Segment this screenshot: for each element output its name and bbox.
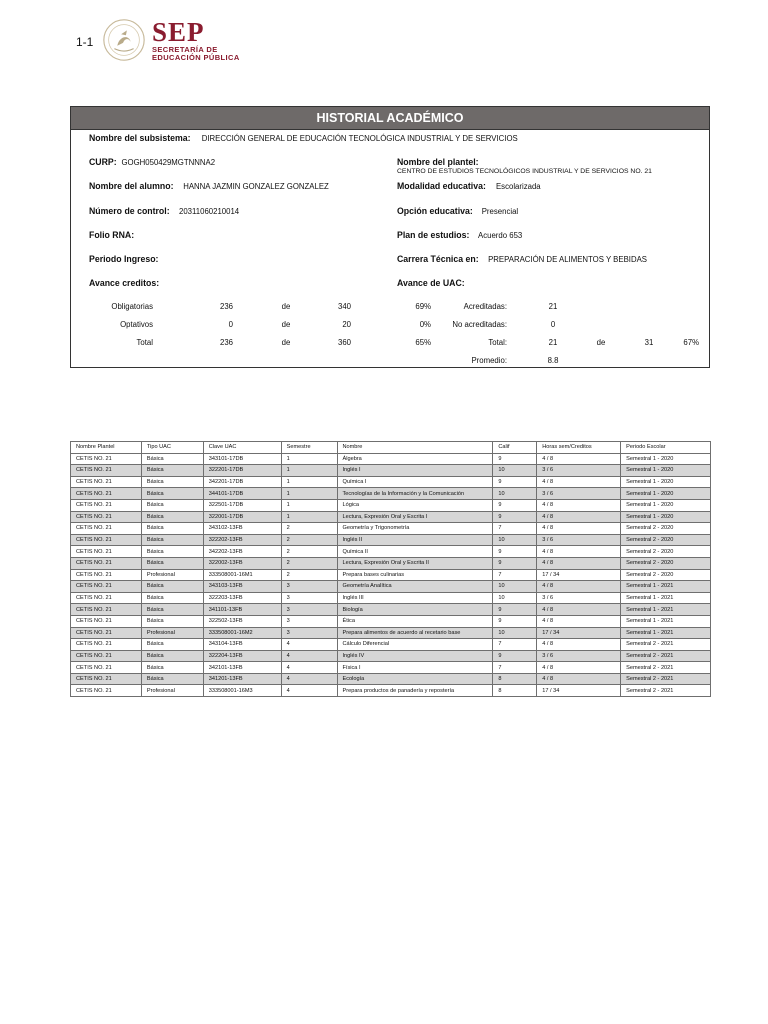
col-periodo-cell: Semestral 1 - 2021 [621,581,711,593]
obligatorias-total: 340 [337,302,351,311]
uac-total-value: 21 [548,338,558,347]
col-clave-uac-cell: 344101-17DB [203,488,281,500]
col-calif-cell: 9 [493,511,537,523]
col-nombre-cell: Prepara bases culinarias [337,569,493,581]
col-clave-uac-cell: 343101-17DB [203,453,281,465]
table-row [71,465,711,477]
col-periodo-header: Periodo Escolar [621,442,711,454]
col-periodo-cell: Semestral 2 - 2021 [621,662,711,674]
col-plantel-cell: CETIS NO. 21 [71,534,142,546]
col-periodo-cell: Semestral 1 - 2021 [621,592,711,604]
table-row [71,604,711,616]
optativos-total: 20 [342,320,351,329]
col-semestre-cell: 1 [281,465,337,477]
col-horas-creditos-cell: 3 / 6 [537,465,621,477]
col-semestre-cell: 2 [281,534,337,546]
control-field: Número de control: 20311060210014 [89,206,240,217]
col-semestre-header: Semestre [281,442,337,454]
col-tipo-uac-cell: Básica [141,511,203,523]
col-horas-creditos-header: Horas sem/Creditos [537,442,621,454]
col-clave-uac-cell: 322201-17DB [203,465,281,477]
plantel-value: CENTRO DE ESTUDIOS TECNOLÓGICOS INDUSTRIAL Y DE SERVICIOS NO. 21 [397,168,652,175]
plantel-field: Nombre del plantel: [397,157,479,168]
plan-field: Plan de estudios: Acuerdo 653 [397,230,523,241]
col-tipo-uac-cell: Básica [141,673,203,685]
periodo-field: Periodo Ingreso: [89,254,159,265]
col-periodo-cell: Semestral 1 - 2021 [621,627,711,639]
col-semestre-cell: 1 [281,511,337,523]
table-row [71,523,711,535]
col-horas-creditos-cell: 4 / 8 [537,453,621,465]
col-semestre-cell: 3 [281,615,337,627]
col-semestre-cell: 4 [281,639,337,651]
col-nombre-cell: Geometría Analítica [337,581,493,593]
col-nombre-cell: Química I [337,476,493,488]
col-semestre-cell: 1 [281,499,337,511]
no-acreditadas-label: No acreditadas: [452,320,507,329]
col-tipo-uac-cell: Básica [141,488,203,500]
col-plantel-cell: CETIS NO. 21 [71,627,142,639]
col-nombre-cell: Lectura, Expresión Oral y Escrita II [337,557,493,569]
historial-title: HISTORIAL ACADÉMICO [71,107,709,130]
col-calif-cell: 9 [493,476,537,488]
col-nombre-cell: Inglés IV [337,650,493,662]
col-plantel-cell: CETIS NO. 21 [71,592,142,604]
col-semestre-cell: 1 [281,476,337,488]
col-periodo-cell: Semestral 1 - 2021 [621,604,711,616]
total-creditos-label: Total [136,338,153,347]
col-horas-creditos-cell: 4 / 8 [537,581,621,593]
col-horas-creditos-cell: 4 / 8 [537,557,621,569]
col-tipo-uac-cell: Profesional [141,627,203,639]
col-semestre-cell: 2 [281,557,337,569]
table-row [71,627,711,639]
col-horas-creditos-cell: 3 / 6 [537,592,621,604]
col-tipo-uac-cell: Básica [141,476,203,488]
col-plantel-cell: CETIS NO. 21 [71,465,142,477]
total-creditos-pct: 65% [415,338,431,347]
col-plantel-cell: CETIS NO. 21 [71,511,142,523]
col-clave-uac-cell: 333508001-16M3 [203,685,281,697]
col-horas-creditos-cell: 4 / 8 [537,523,621,535]
table-row [71,511,711,523]
col-plantel-cell: CETIS NO. 21 [71,453,142,465]
table-row [71,546,711,558]
col-plantel-cell: CETIS NO. 21 [71,685,142,697]
col-tipo-uac-cell: Básica [141,650,203,662]
col-calif-cell: 9 [493,546,537,558]
col-periodo-cell: Semestral 2 - 2020 [621,557,711,569]
col-horas-creditos-cell: 17 / 34 [537,569,621,581]
col-calif-cell: 9 [493,615,537,627]
col-tipo-uac-cell: Básica [141,615,203,627]
obligatorias-pct: 69% [415,302,431,311]
historial-academico-box [70,106,710,368]
col-horas-creditos-cell: 3 / 6 [537,534,621,546]
col-semestre-cell: 3 [281,627,337,639]
promedio-label: Promedio: [471,356,507,365]
col-clave-uac-cell: 342101-13FB [203,662,281,674]
table-row [71,488,711,500]
col-calif-cell: 7 [493,569,537,581]
optativos-de: de [281,320,291,329]
col-clave-uac-cell: 322202-13FB [203,534,281,546]
col-calif-cell: 9 [493,604,537,616]
uac-total-pct: 67% [683,338,699,347]
col-periodo-cell: Semestral 1 - 2020 [621,465,711,477]
col-calif-cell: 8 [493,673,537,685]
col-nombre-cell: Tecnologías de la Información y la Comunicación [337,488,493,500]
col-nombre-cell: Inglés III [337,592,493,604]
col-periodo-cell: Semestral 2 - 2021 [621,650,711,662]
col-nombre-cell: Química II [337,546,493,558]
col-semestre-cell: 3 [281,604,337,616]
table-row [71,650,711,662]
col-plantel-cell: CETIS NO. 21 [71,499,142,511]
col-tipo-uac-cell: Profesional [141,685,203,697]
col-nombre-cell: Geometría y Trigonometría [337,523,493,535]
optativos-label: Optativos [120,320,153,329]
col-calif-cell: 9 [493,650,537,662]
uac-total-label: Total: [488,338,507,347]
alumno-field: Nombre del alumno: HANNA JAZMIN GONZALEZ GONZALEZ [89,181,329,192]
grades-header-row [71,442,711,454]
col-horas-creditos-cell: 4 / 8 [537,511,621,523]
curp-field: CURP: GOGH050429MGTNNNA2 [89,157,216,168]
col-plantel-cell: CETIS NO. 21 [71,673,142,685]
col-semestre-cell: 3 [281,592,337,604]
col-semestre-cell: 2 [281,569,337,581]
col-periodo-cell: Semestral 2 - 2020 [621,546,711,558]
table-row [71,534,711,546]
table-row [71,557,711,569]
col-clave-uac-cell: 322203-13FB [203,592,281,604]
col-plantel-cell: CETIS NO. 21 [71,639,142,651]
obligatorias-de: de [281,302,291,311]
col-semestre-cell: 4 [281,685,337,697]
table-row [71,662,711,674]
table-row [71,499,711,511]
col-plantel-cell: CETIS NO. 21 [71,488,142,500]
no-acreditadas-value: 0 [550,320,556,329]
col-tipo-uac-cell: Básica [141,604,203,616]
optativos-pct: 0% [419,320,431,329]
col-calif-cell: 10 [493,534,537,546]
col-plantel-cell: CETIS NO. 21 [71,650,142,662]
col-periodo-cell: Semestral 2 - 2020 [621,523,711,535]
col-plantel-cell: CETIS NO. 21 [71,581,142,593]
col-nombre-cell: Lectura, Expresión Oral y Escrita I [337,511,493,523]
col-periodo-cell: Semestral 2 - 2020 [621,534,711,546]
col-tipo-uac-cell: Básica [141,453,203,465]
col-nombre-cell: Inglés I [337,465,493,477]
col-calif-cell: 8 [493,685,537,697]
col-tipo-uac-cell: Básica [141,523,203,535]
col-tipo-uac-cell: Básica [141,581,203,593]
col-clave-uac-cell: 322002-13FB [203,557,281,569]
col-horas-creditos-cell: 4 / 8 [537,615,621,627]
col-calif-cell: 9 [493,557,537,569]
col-periodo-cell: Semestral 1 - 2020 [621,488,711,500]
table-row [71,673,711,685]
col-tipo-uac-cell: Básica [141,662,203,674]
table-row [71,453,711,465]
col-nombre-cell: Física I [337,662,493,674]
col-periodo-cell: Semestral 1 - 2020 [621,511,711,523]
col-horas-creditos-cell: 4 / 8 [537,546,621,558]
col-periodo-cell: Semestral 2 - 2021 [621,685,711,697]
col-clave-uac-cell: 333508001-16M2 [203,627,281,639]
col-horas-creditos-cell: 4 / 8 [537,476,621,488]
sep-subtitle: SECRETARÍA DE EDUCACIÓN PÚBLICA [152,45,240,62]
col-semestre-cell: 3 [281,581,337,593]
subsistema-field: Nombre del subsistema: DIRECCIÓN GENERAL DE EDUCACIÓN TECNOLÓGICA INDUSTRIAL Y DE SERVICIOS [89,133,518,144]
col-tipo-uac-header: Tipo UAC [141,442,203,454]
total-creditos-value: 236 [219,338,233,347]
col-semestre-cell: 4 [281,650,337,662]
table-row [71,592,711,604]
optativos-value: 0 [228,320,233,329]
col-tipo-uac-cell: Básica [141,557,203,569]
col-calif-cell: 7 [493,639,537,651]
col-horas-creditos-cell: 3 / 6 [537,650,621,662]
col-tipo-uac-cell: Profesional [141,569,203,581]
carrera-field: Carrera Técnica en: PREPARACIÓN DE ALIMENTOS Y BEBIDAS [397,254,647,265]
col-calif-cell: 10 [493,465,537,477]
col-plantel-cell: CETIS NO. 21 [71,604,142,616]
total-creditos-de: de [281,338,291,347]
col-periodo-cell: Semestral 1 - 2020 [621,499,711,511]
col-nombre-cell: Biología [337,604,493,616]
col-nombre-cell: Ética [337,615,493,627]
col-calif-cell: 7 [493,662,537,674]
col-clave-uac-cell: 333508001-16M1 [203,569,281,581]
col-clave-uac-cell: 343103-13FB [203,581,281,593]
obligatorias-label: Obligatorias [111,302,153,311]
mexico-coat-of-arms-icon [100,16,148,64]
col-horas-creditos-cell: 4 / 8 [537,639,621,651]
col-plantel-cell: CETIS NO. 21 [71,476,142,488]
col-clave-uac-cell: 341101-13FB [203,604,281,616]
col-nombre-cell: Álgebra [337,453,493,465]
acreditadas-label: Acreditadas: [463,302,507,311]
col-clave-uac-cell: 341201-13FB [203,673,281,685]
col-plantel-header: Nombre Plantel [71,442,142,454]
col-clave-uac-cell: 322001-17DB [203,511,281,523]
col-calif-cell: 10 [493,627,537,639]
col-plantel-cell: CETIS NO. 21 [71,615,142,627]
table-row [71,476,711,488]
col-calif-cell: 10 [493,592,537,604]
avance-creditos-label: Avance creditos: [89,278,160,289]
col-periodo-cell: Semestral 1 - 2020 [621,453,711,465]
obligatorias-value: 236 [219,302,233,311]
table-row [71,569,711,581]
grades-table [70,441,711,697]
col-calif-cell: 7 [493,523,537,535]
total-creditos-total: 360 [337,338,351,347]
col-tipo-uac-cell: Básica [141,639,203,651]
col-periodo-cell: Semestral 2 - 2020 [621,569,711,581]
col-plantel-cell: CETIS NO. 21 [71,569,142,581]
col-plantel-cell: CETIS NO. 21 [71,546,142,558]
col-calif-header: Calif [493,442,537,454]
folio-field: Folio RNA: [89,230,135,241]
col-clave-uac-cell: 343102-13FB [203,523,281,535]
col-nombre-cell: Ecología [337,673,493,685]
uac-total-de: de [596,338,606,347]
col-nombre-cell: Inglés II [337,534,493,546]
col-horas-creditos-cell: 4 / 8 [537,604,621,616]
table-row [71,685,711,697]
uac-total-of: 31 [644,338,654,347]
col-clave-uac-cell: 342201-17DB [203,476,281,488]
col-tipo-uac-cell: Básica [141,534,203,546]
col-nombre-cell: Prepara alimentos de acuerdo al recetario base [337,627,493,639]
col-calif-cell: 10 [493,488,537,500]
avance-uac-label: Avance de UAC: [397,278,465,289]
col-horas-creditos-cell: 4 / 8 [537,499,621,511]
col-clave-uac-cell: 322502-13FB [203,615,281,627]
col-horas-creditos-cell: 17 / 34 [537,685,621,697]
col-semestre-cell: 2 [281,523,337,535]
col-calif-cell: 9 [493,499,537,511]
modalidad-field: Modalidad educativa: Escolarizada [397,181,541,192]
acreditadas-value: 21 [548,302,558,311]
col-clave-uac-cell: 322501-17DB [203,499,281,511]
col-clave-uac-header: Clave UAC [203,442,281,454]
col-periodo-cell: Semestral 2 - 2021 [621,639,711,651]
col-periodo-cell: Semestral 2 - 2021 [621,673,711,685]
col-nombre-cell: Cálculo Diferencial [337,639,493,651]
col-semestre-cell: 4 [281,662,337,674]
col-tipo-uac-cell: Básica [141,546,203,558]
col-horas-creditos-cell: 3 / 6 [537,488,621,500]
table-row [71,581,711,593]
sep-wordmark: SEP [152,17,205,47]
col-clave-uac-cell: 322204-13FB [203,650,281,662]
col-calif-cell: 9 [493,453,537,465]
col-horas-creditos-cell: 4 / 8 [537,673,621,685]
col-plantel-cell: CETIS NO. 21 [71,557,142,569]
col-horas-creditos-cell: 17 / 34 [537,627,621,639]
col-plantel-cell: CETIS NO. 21 [71,523,142,535]
col-periodo-cell: Semestral 1 - 2021 [621,615,711,627]
page-number: 1-1 [76,35,94,49]
col-horas-creditos-cell: 4 / 8 [537,662,621,674]
table-row [71,639,711,651]
col-plantel-cell: CETIS NO. 21 [71,662,142,674]
col-tipo-uac-cell: Básica [141,499,203,511]
col-nombre-cell: Prepara productos de panadería y repostería [337,685,493,697]
col-nombre-cell: Lógica [337,499,493,511]
col-tipo-uac-cell: Básica [141,465,203,477]
col-clave-uac-cell: 342202-13FB [203,546,281,558]
col-calif-cell: 10 [493,581,537,593]
col-periodo-cell: Semestral 1 - 2020 [621,476,711,488]
col-tipo-uac-cell: Básica [141,592,203,604]
table-row [71,615,711,627]
col-nombre-header: Nombre [337,442,493,454]
col-semestre-cell: 1 [281,453,337,465]
col-semestre-cell: 2 [281,546,337,558]
col-semestre-cell: 1 [281,488,337,500]
col-semestre-cell: 4 [281,673,337,685]
opcion-field: Opción educativa: Presencial [397,206,519,217]
promedio-value: 8.8 [547,356,559,365]
col-clave-uac-cell: 343104-13FB [203,639,281,651]
